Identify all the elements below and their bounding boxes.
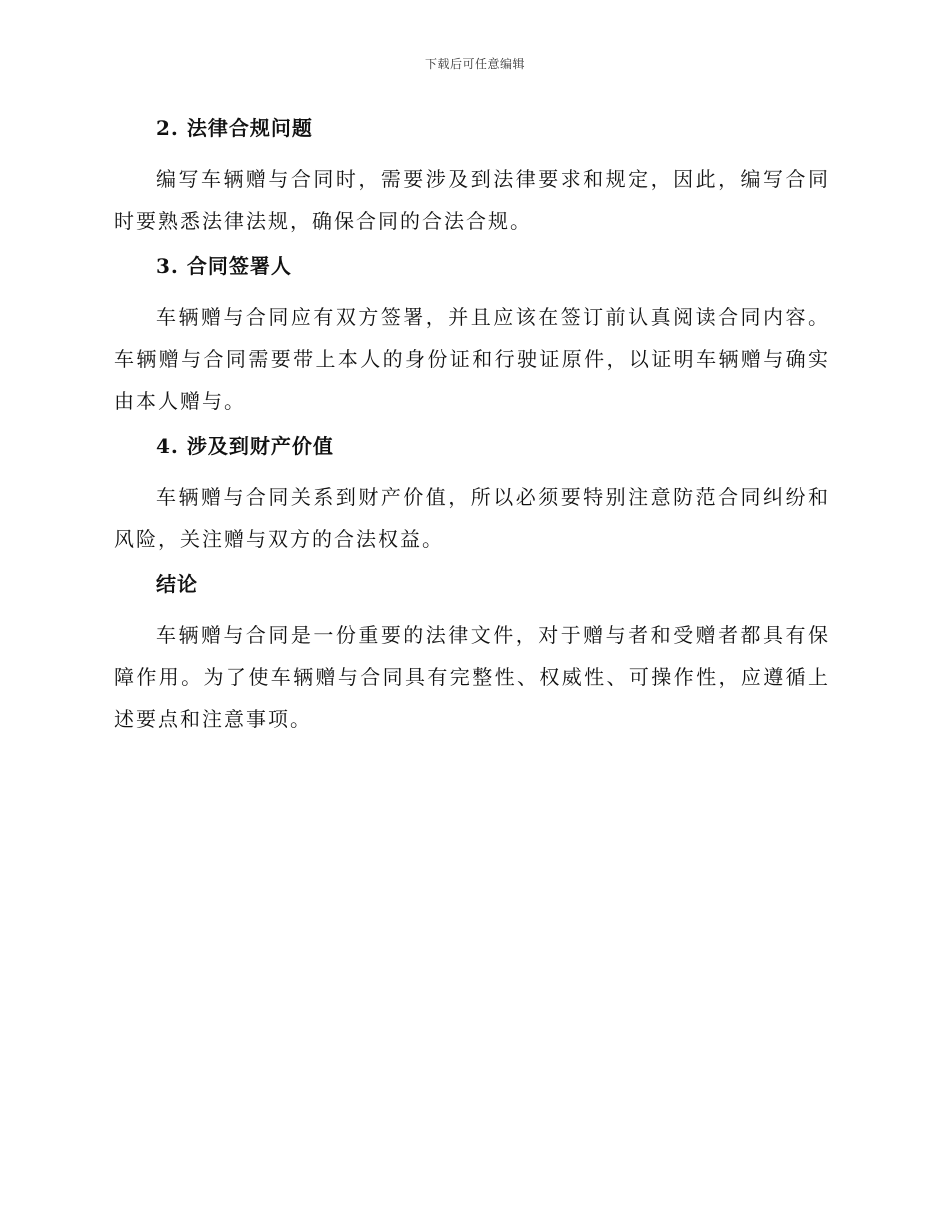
page-header: 下载后可任意编辑: [424, 57, 525, 71]
section-heading-legal-compliance: 2. 法律合规问题: [156, 116, 313, 140]
section-heading-conclusion: 结论: [156, 572, 198, 596]
document-body: [114, 108, 830, 740]
section-paragraph-legal-compliance: 编写车辆赠与合同时，需要涉及到法律要求和规定，因此，编写合同时要熟悉法律法规，确保合同的合法合规。: [114, 167, 830, 233]
section-paragraph-signatories: 车辆赠与合同应有双方签署，并且应该在签订前认真阅读合同内容。车辆赠与合同需要带上本人的身份证和行驶证原件，以证明车辆赠与确实由本人赠与。: [114, 305, 830, 413]
section-heading-signatories: 3. 合同签署人: [156, 254, 292, 278]
section-paragraph-conclusion: 车辆赠与合同是一份重要的法律文件，对于赠与者和受赠者都具有保障作用。为了使车辆赠与合同具有完整性、权威性、可操作性，应遵循上述要点和注意事项。: [114, 623, 830, 731]
section-paragraph-property-value: 车辆赠与合同关系到财产价值，所以必须要特别注意防范合同纠纷和风险，关注赠与双方的合法权益。: [114, 485, 830, 551]
section-heading-property-value: 4. 涉及到财产价值: [156, 434, 334, 458]
